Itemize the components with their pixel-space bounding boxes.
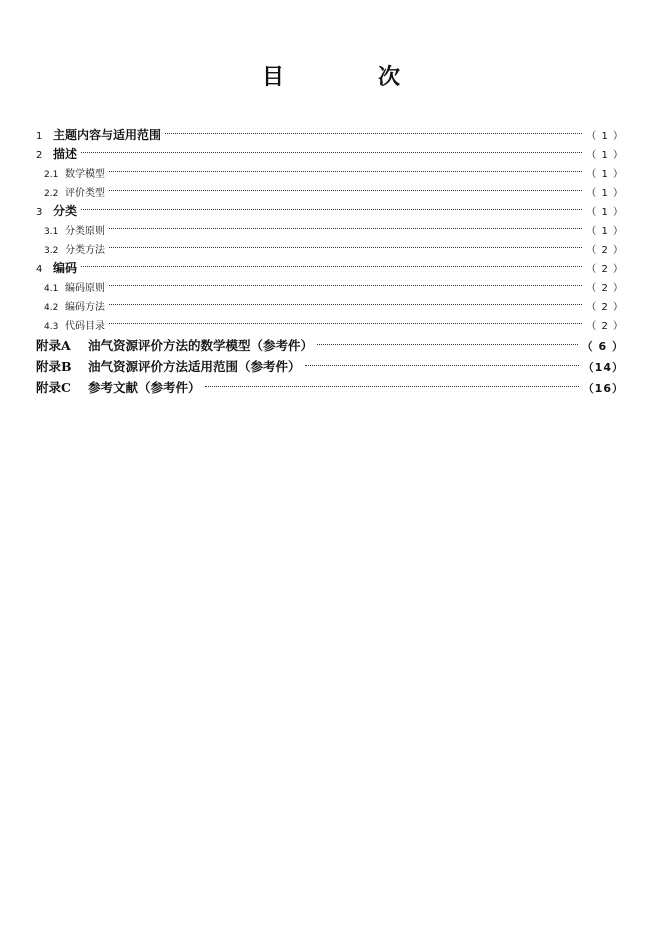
dot-leader xyxy=(109,209,582,229)
toc-entry-label: 油气资源评价方法适用范围（参考件） xyxy=(88,359,301,374)
toc-entry-number: 2.1 xyxy=(44,170,59,180)
dot-leader xyxy=(305,344,579,366)
toc-entry-page: （ 2 ） xyxy=(586,283,624,294)
dot-leader xyxy=(81,247,582,267)
toc-entry-number: 4 xyxy=(36,264,43,275)
dot-leader xyxy=(109,285,582,305)
toc-entry-number: 2 xyxy=(36,150,43,161)
toc-entry-page: （ 2 ） xyxy=(586,321,624,332)
toc-entry-number: 3.1 xyxy=(44,227,59,237)
toc-entry-page: （ 2 ） xyxy=(586,245,624,256)
dot-leader xyxy=(109,266,582,286)
table-of-contents xyxy=(36,119,624,395)
toc-entry-label: 编码方法 xyxy=(65,302,105,313)
dot-leader xyxy=(109,228,582,248)
toc-entry-label: 代码目录 xyxy=(65,321,105,332)
toc-entry-label: 参考文献（参考件） xyxy=(88,380,201,395)
toc-entry-page: （ 1 ） xyxy=(586,150,624,161)
toc-entry-number: 3.2 xyxy=(44,246,59,256)
toc-entry-page: （ 1 ） xyxy=(586,169,624,180)
dot-leader xyxy=(109,304,582,324)
toc-entry-page: （ 1 ） xyxy=(586,188,624,199)
toc-entry-label: 主题内容与适用范围 xyxy=(53,128,162,142)
dot-leader xyxy=(317,323,578,345)
toc-entry-label: 数学模型 xyxy=(65,169,105,180)
toc-entry-label: 油气资源评价方法的数学模型（参考件） xyxy=(88,338,314,353)
dot-leader xyxy=(81,133,582,153)
toc-entry-number: 4.2 xyxy=(44,303,59,313)
toc-entry-page: （ 2 ） xyxy=(586,264,624,275)
toc-entry-label: 评价类型 xyxy=(65,188,105,199)
toc-entry-label: 描述 xyxy=(53,147,78,161)
toc-entry-label: 编码 xyxy=(53,261,78,275)
toc-entry-label: 编码原则 xyxy=(65,283,105,294)
dot-leader xyxy=(109,171,582,191)
page-title: 目 次 xyxy=(261,65,436,90)
toc-entry-number: 4.3 xyxy=(44,322,59,332)
dot-leader xyxy=(109,152,582,172)
toc-entry-number: 附录A xyxy=(36,338,71,353)
toc-entry-page: （ 1 ） xyxy=(586,131,624,142)
toc-entry-number: 4.1 xyxy=(44,284,59,294)
toc-entry-page: （16） xyxy=(582,382,624,395)
toc-entry-page: （14） xyxy=(582,361,624,374)
toc-entry-page: （ 1 ） xyxy=(586,207,624,218)
toc-entry-number: 1 xyxy=(36,131,43,142)
toc-entry-number: 附录B xyxy=(36,359,72,374)
toc-entry-number: 附录C xyxy=(36,380,71,395)
toc-entry-label: 分类原则 xyxy=(65,226,105,237)
dot-leader xyxy=(81,190,582,210)
toc-entry-page: （ 2 ） xyxy=(586,302,624,313)
dot-leader xyxy=(165,114,582,134)
toc-entry-page: （ 6 ） xyxy=(581,340,624,353)
toc-entry-number: 3 xyxy=(36,207,43,218)
dot-leader xyxy=(205,365,579,387)
toc-entry-label: 分类 xyxy=(53,204,78,218)
toc-entry-number: 2.2 xyxy=(44,189,59,199)
toc-entry-page: （ 1 ） xyxy=(586,226,624,237)
toc-entry-label: 分类方法 xyxy=(65,245,105,256)
